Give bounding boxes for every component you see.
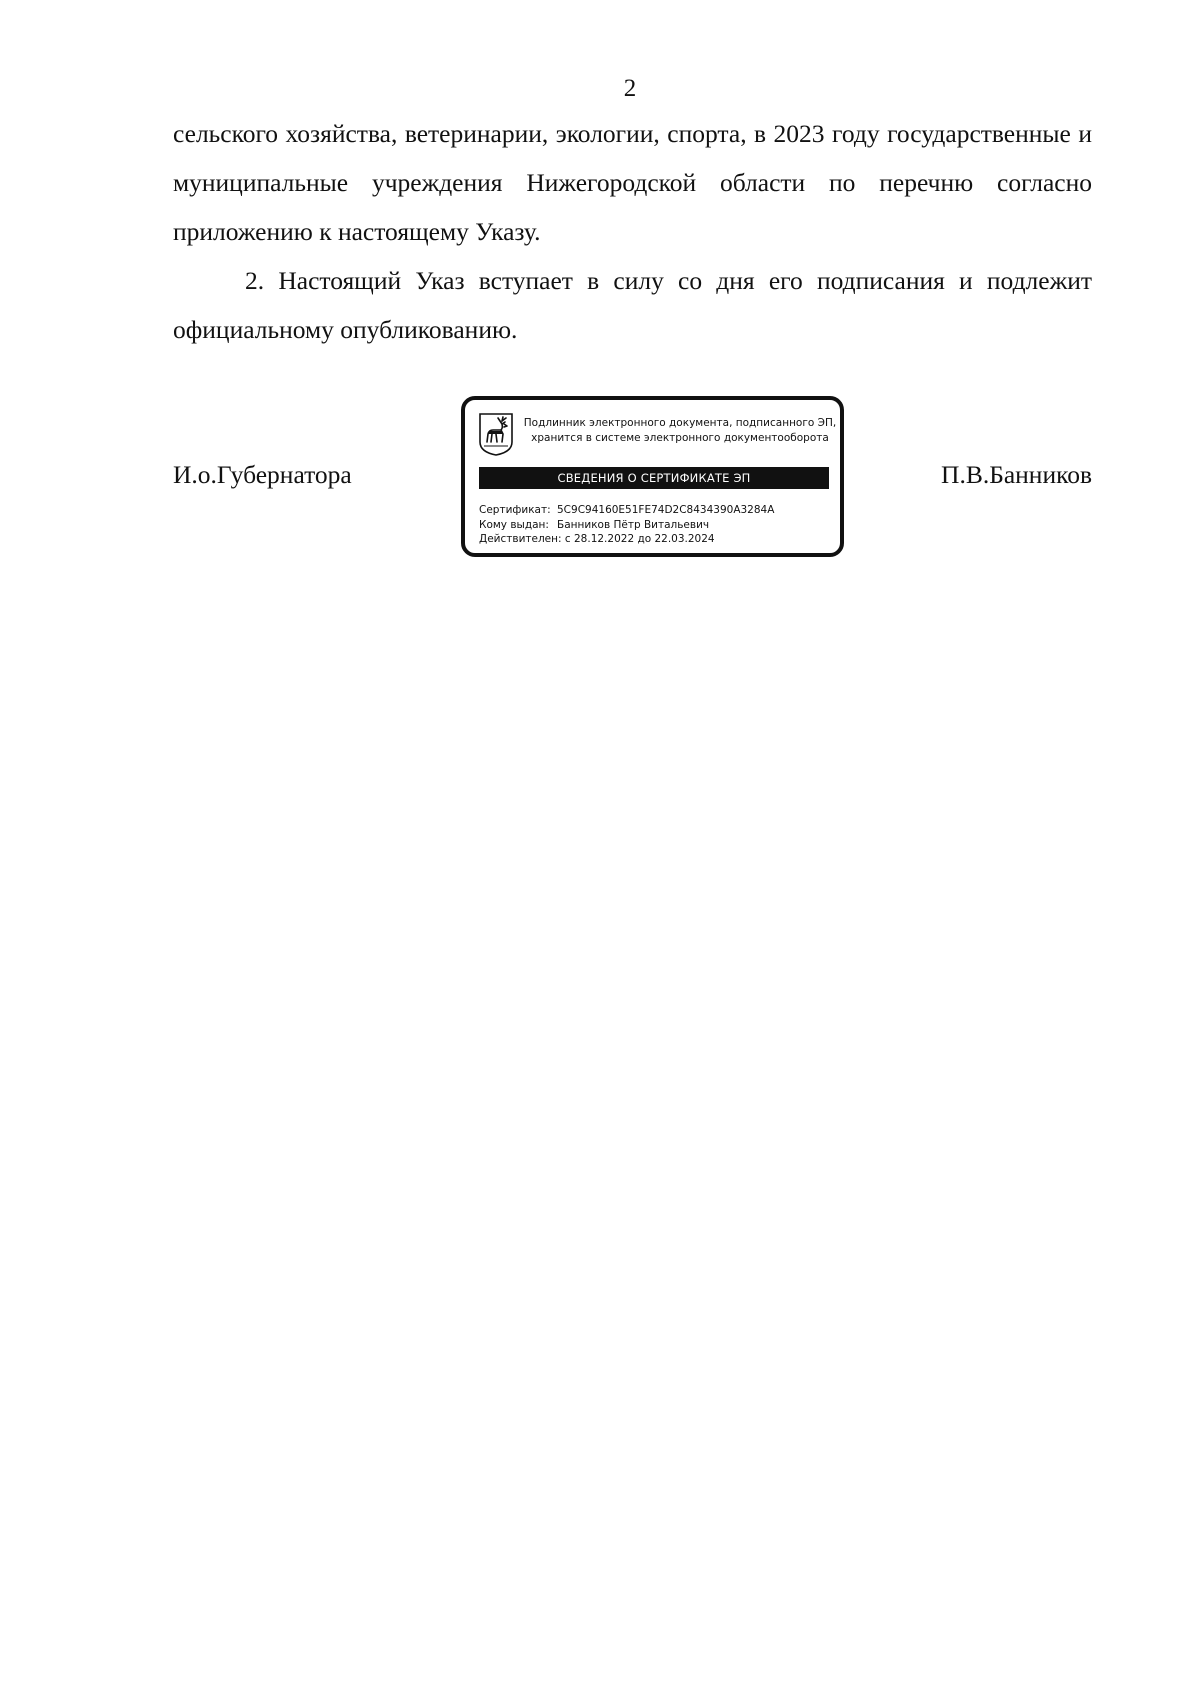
- issued-to-label: Кому выдан:: [479, 518, 549, 531]
- certificate-info-bar: СВЕДЕНИЯ О СЕРТИФИКАТЕ ЭП: [479, 467, 829, 489]
- certificate-value: 5C9C94160E51FE74D2C8434390A3284A: [557, 504, 775, 516]
- validity-label: Действителен:: [479, 533, 562, 545]
- validity-row: [479, 532, 834, 547]
- page-number: 2: [623, 75, 637, 102]
- certificate-row: [479, 503, 834, 518]
- issued-to-row: [479, 518, 834, 533]
- validity-value: с 28.12.2022 до 22.03.2024: [564, 533, 715, 545]
- stamp-header-line-2: хранится в системе электронного документооборота: [531, 432, 829, 444]
- paragraph-1: сельского хозяйства, ветеринарии, экологии, спорта, в 2023 году государственные и муниципальные учреждения Нижегородской области по перечню согласно приложению к настоящему Указу.: [173, 119, 1092, 246]
- stamp-header-line-1: Подлинник электронного документа, подписанного ЭП,: [523, 417, 837, 429]
- deer-emblem-icon: [478, 412, 514, 456]
- signatory-name: П.В.Банников: [941, 460, 1092, 489]
- issued-to-value: Банников Пётр Витальевич: [557, 518, 710, 531]
- certificate-details: [479, 503, 834, 547]
- paragraph-2: 2. Настоящий Указ вступает в силу со дня его подписания и подлежит официальному опубликованию.: [173, 266, 1092, 344]
- stamp-header: [519, 416, 841, 446]
- electronic-signature-stamp: [461, 396, 844, 557]
- signatory-title: И.о.Губернатора: [173, 460, 352, 489]
- certificate-label: Сертификат:: [479, 504, 551, 516]
